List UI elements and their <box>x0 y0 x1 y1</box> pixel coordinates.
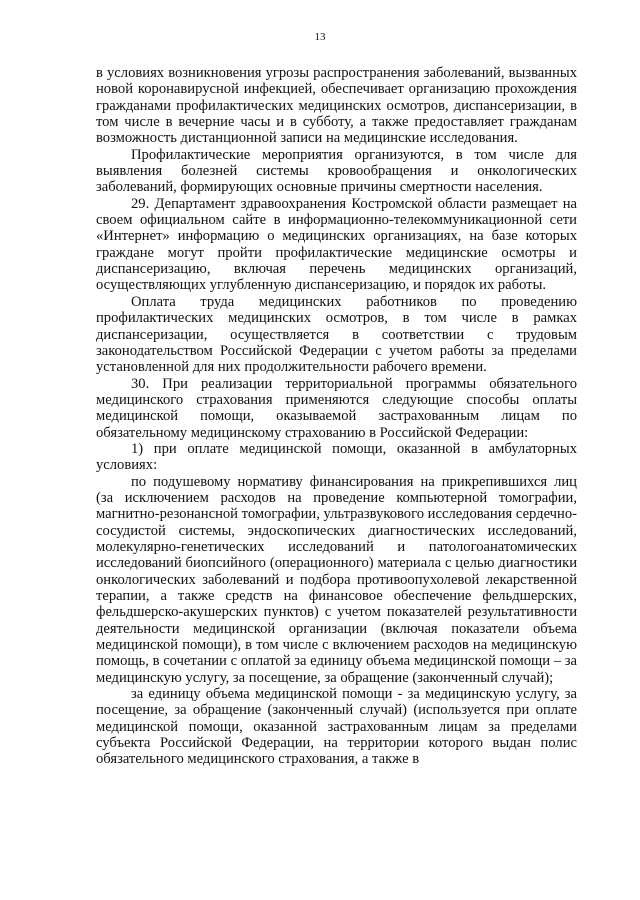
paragraph-per-capita-funding: по подушевому нормативу финансирования на прикрепившихся лиц (за исключением расходов на проведение компьютерной томографии, магнитно-резонансной томографии, ультразвукового исследования сердечно-сосудистой системы, эндоскопических диагностических исследований, молекулярно-генетических исследований и патологоанатомических исследований биопсийного (операционного) материала с целью диагностики онкологических заболеваний и подбора противоопухолевой лекарственной терапии, а также средств на финансовое обеспечение фельдшерских, фельдшерско-акушерских пунктов) с учетом показателей результативности деятельности медицинской организации (включая показатели объема медицинской помощи), в том числе с включением расходов на медицинскую помощь, в сочетании с оплатой за единицу объема медицинской помощи – за медицинскую услугу, за посещение, за обращение (законченный случай); <box>96 473 577 686</box>
page-number: 13 <box>314 31 326 43</box>
paragraph-staff-pay: Оплата труда медицинских работников по проведению профилактических медицинских осмотров, в том числе в рамках диспансеризации, осуществляется в соответствии с трудовым законодательством Российской Федерации с учетом работы за пределами установленной для них продолжительности рабочего времени. <box>96 293 577 376</box>
paragraph-preventive-measures: Профилактические мероприятия организуются, в том числе для выявления болезней системы кровообращения и онкологических заболеваний, формирующих основные причины смертности населения. <box>96 146 577 196</box>
paragraph-section-30: 30. При реализации территориальной программы обязательного медицинского страхования применяются следующие способы оплаты медицинской помощи, оказываемой застрахованным лицам по обязательному медицинскому страхованию в Российской Федерации: <box>96 375 577 441</box>
paragraph-section-29: 29. Департамент здравоохранения Костромской области размещает на своем официальном сайте в информационно-телекоммуникационной сети «Интернет» информацию о медицинских организациях, на базе которых граждане могут пройти профилактические медицинские осмотры и диспансеризацию, включая перечень медицинских организаций, осуществляющих углубленную диспансеризацию, и порядок их работы. <box>96 195 577 294</box>
document-body <box>96 65 577 768</box>
paragraph-covid-screening: в условиях возникновения угрозы распространения заболеваний, вызванных новой коронавирусной инфекцией, обеспечивает организацию прохождения гражданами профилактических медицинских осмотров, диспансеризации, в том числе в вечерние часы и в субботу, а также предоставляет гражданам возможность дистанционной записи на медицинские исследования. <box>96 65 577 147</box>
paragraph-item-1: 1) при оплате медицинской помощи, оказанной в амбулаторных условиях: <box>96 440 577 474</box>
paragraph-unit-of-volume: за единицу объема медицинской помощи - за медицинскую услугу, за посещение, за обращение (законченный случай) (используется при оплате медицинской помощи, оказанной застрахованным лицам за пределами субъекта Российской Федерации, на территории которого выдан полис обязательного медицинского страхования, а также в <box>96 686 577 768</box>
